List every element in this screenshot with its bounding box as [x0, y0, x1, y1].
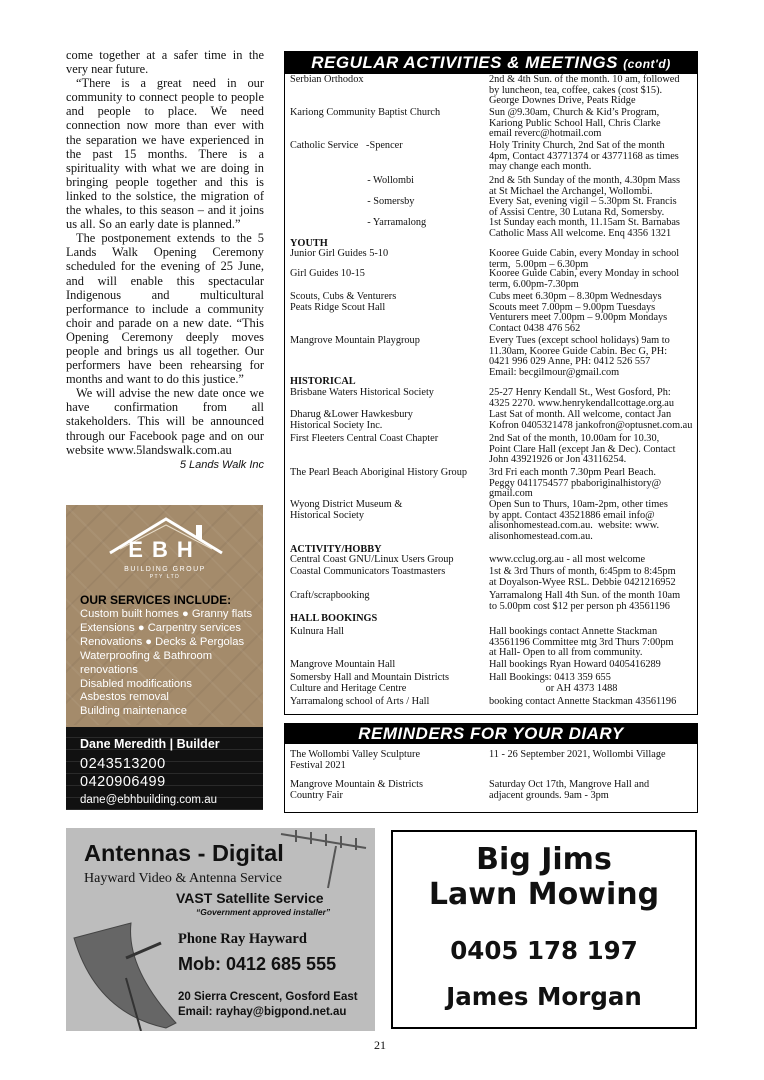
- activity-details: [489, 660, 695, 671]
- activity-name: [290, 673, 486, 694]
- activity-details-line: Email: becgilmour@gmail.com: [489, 366, 620, 378]
- activity-name-line: - Wollombi: [290, 175, 414, 186]
- activity-details: [489, 750, 695, 761]
- article-column: [66, 48, 264, 472]
- activity-details: [489, 780, 695, 801]
- activity-name-line: The Wollombi Valley Sculpture: [290, 749, 421, 760]
- activity-details-line: email reverc@hotmail.com: [489, 128, 602, 140]
- activity-details-line: 2nd Sat of the month, 10.00am for 10.30,: [489, 433, 660, 444]
- activity-details-line: Hall Bookings: 0413 359 655: [489, 672, 611, 683]
- activity-details-line: booking contact Annette Stackman 43561196: [489, 696, 677, 707]
- antennas-vast: VAST Satellite Service: [176, 890, 324, 906]
- activity-name-line: Yarramalong school of Arts / Hall: [290, 696, 430, 707]
- activity-details: [489, 673, 695, 694]
- activity-name: [290, 434, 486, 445]
- ebh-logo: EBH: [128, 537, 202, 562]
- activity-name-line: Kariong Community Baptist Church: [290, 107, 441, 118]
- activity-details-line: Hall bookings Ryan Howard 0405416289: [489, 659, 661, 670]
- activity-details-line: or AH 4373 1488: [489, 682, 618, 694]
- activity-details: [489, 75, 695, 107]
- ebh-phone: 0243513200: [80, 756, 166, 772]
- activity-name: [290, 500, 486, 521]
- activity-name-line: Kulnura Hall: [290, 626, 345, 637]
- activity-name-line: Dharug &Lower Hawkesbury: [290, 409, 413, 420]
- activity-details-line: 3rd Fri each month 7.30pm Pearl Beach.: [489, 467, 656, 478]
- activity-name-line: Coastal Communicators Toastmasters: [290, 566, 446, 577]
- activity-details-line: Kooree Guide Cabin, every Monday in school: [489, 268, 680, 279]
- activity-details-line: www.cclug.org.au - all most welcome: [489, 554, 646, 565]
- activity-details-line: Kooree Guide Cabin, every Monday in school: [489, 248, 680, 259]
- activity-name: [290, 697, 486, 708]
- activity-details-line: gmail.com: [489, 488, 533, 500]
- activity-details-line: Every Tues (except school holidays) 9am to: [489, 335, 670, 346]
- activity-details: [489, 218, 695, 239]
- activity-details-line: Scouts meet 7.00pm – 9.00pm Tuesdays: [489, 301, 656, 313]
- activity-details: [489, 388, 695, 409]
- activity-details-line: Every Sat, evening vigil – 5.30pm St. Francis: [489, 196, 677, 207]
- ebh-logo-subtitle: [110, 566, 220, 580]
- activity-name-line: First Fleeters Central Coast Chapter: [290, 433, 439, 444]
- article-paragraph: “There is a great need in our community to connect people to people and people to place. We need connection now more than ever with the separation we have experienced in the past 15 months. There is a spirituality with what we are doing in bringing people together and this is linked to the solstice, the migration of the whales, to this season – and it joins us all. So an early date is planned.”: [66, 76, 264, 232]
- big-jims-line1: Big Jims: [476, 842, 612, 877]
- antennas-title: Antennas - Digital: [84, 840, 284, 866]
- activity-details-line: may change each month.: [489, 161, 592, 173]
- activity-details-line: Contact 0438 476 562: [489, 322, 581, 334]
- activity-name: [290, 555, 486, 566]
- activity-details-line: 2nd & 4th Sun. of the month. 10 am, followed: [489, 74, 680, 85]
- activity-details-line: 11 - 26 September 2021, Wollombi Village: [489, 749, 666, 760]
- activity-name-line: Mangrove Mountain Hall: [290, 659, 396, 670]
- activity-details-line: Cubs meet 6.30pm – 8.30pm Wednesdays: [489, 291, 662, 302]
- list-item: Asbestos removal: [80, 691, 169, 704]
- reminders-box: [284, 723, 698, 813]
- activity-name-line: Festival 2021: [290, 759, 346, 771]
- list-item: renovations: [80, 663, 138, 676]
- big-jims-name: James Morgan: [446, 982, 642, 1011]
- activity-details: [489, 555, 695, 566]
- activity-name-line: Brisbane Waters Historical Society: [290, 387, 434, 398]
- activity-details: [489, 269, 695, 290]
- activity-name-line: Central Coast GNU/Linux Users Group: [290, 554, 454, 565]
- activity-details: [489, 336, 695, 378]
- activity-name: [290, 468, 486, 479]
- activity-details: [489, 468, 695, 500]
- activity-details-line: Point Clare Hall (except Jan & Dec). Contact: [489, 443, 676, 455]
- activity-details-line: adjacent grounds. 9am - 3pm: [489, 789, 609, 801]
- activity-name: [290, 292, 486, 313]
- article-paragraph: The postponement extends to the 5 Lands Walk Opening Ceremony scheduled for the evening of 25 June, and will enable this spectacular Indigenous and multicultural performance to include a community choir and parade on a new date. “This Opening Ceremony deeply moves people and brings us all together. Our performers have been rehearsing for months and want to do this justice.”: [66, 231, 264, 387]
- ebh-logo-sub-text: BUILDING GROUP: [124, 566, 206, 573]
- regular-activities-banner: [285, 52, 697, 74]
- activity-name-line: - Yarramalong: [290, 217, 427, 228]
- ebh-contact-name: Dane Meredith | Builder: [80, 737, 220, 751]
- article-paragraph: We will advise the new date once we have confirmation from all stakeholders. This will be announced through our Facebook page and on our website www.5landswalk.com.au: [66, 386, 264, 457]
- activity-details-line: Holy Trinity Church, 2nd Sat of the month: [489, 140, 665, 151]
- activity-details: [489, 500, 695, 542]
- ebh-mobile: 0420906499: [80, 774, 166, 790]
- section-heading-youth: YOUTH: [290, 238, 328, 249]
- activity-details-line: at Hall- Open to all from community.: [489, 647, 643, 659]
- activity-details-line: at Doyalson-Wyee RSL. Debbie 0421216952: [489, 576, 676, 588]
- list-item: Renovations ● Decks & Pergolas: [80, 635, 245, 648]
- activity-details-line: 1st & 3rd Thurs of month, 6:45pm to 8:45pm: [489, 566, 676, 577]
- activity-details: [489, 292, 695, 334]
- activity-details-line: John 43921926 or Jon 43116254.: [489, 454, 627, 466]
- activity-name-line: Catholic Service -Spencer: [290, 140, 403, 151]
- list-item: Disabled modifications: [80, 677, 192, 690]
- activity-name: [290, 591, 486, 602]
- activity-details-line: Yarramalong Hall 4th Sun. of the month 10am: [489, 590, 681, 601]
- activity-name-line: Scouts, Cubs & Venturers: [290, 291, 397, 302]
- list-item: Building maintenance: [80, 705, 187, 718]
- activity-name-line: Girl Guides 10-15: [290, 268, 365, 279]
- activity-name: [290, 780, 486, 801]
- activity-name-line: Peats Ridge Scout Hall: [290, 301, 386, 313]
- article-byline: 5 Lands Walk Inc: [179, 458, 264, 471]
- activity-details-line: Venturers meet 7.00pm – 9.00pm Mondays: [489, 312, 668, 324]
- big-jims-advert: [391, 830, 697, 1029]
- activity-name-line: Wyong District Museum &: [290, 499, 403, 510]
- activity-name: [290, 388, 486, 399]
- activity-details-line: Open Sun to Thurs, 10am-2pm, other times: [489, 499, 668, 510]
- activity-name-line: Junior Girl Guides 5-10: [290, 248, 389, 259]
- activity-details-line: term, 5.00pm – 6.30pm: [489, 258, 589, 270]
- activity-details-line: 43561196 Committee mtg 3rd Thurs 7:00pm: [489, 636, 674, 648]
- activity-details-line: 1st Sunday each month, 11.15am St. Barnabas: [489, 217, 680, 228]
- activity-name: [290, 75, 486, 86]
- activity-name: [290, 750, 486, 771]
- activity-name-line: Mangrove Mountain Playgroup: [290, 335, 420, 346]
- list-item: Extensions ● Carpentry services: [80, 621, 241, 634]
- activity-name: [290, 108, 486, 119]
- section-heading-historical: HISTORICAL: [290, 376, 356, 387]
- activity-details: [489, 197, 695, 218]
- activity-name-line: - Somersby: [290, 196, 415, 207]
- activity-details: [489, 249, 695, 270]
- ebh-logo-sub-pty: PTY LTD: [149, 574, 181, 580]
- article-paragraph: come together at a safer time in the very near future.: [66, 48, 264, 77]
- antennas-phone-label: Phone Ray Hayward: [178, 931, 307, 947]
- activity-name: [290, 249, 486, 260]
- activity-name-line: Serbian Orthodox: [290, 74, 364, 85]
- activity-details: [489, 176, 695, 197]
- activity-name-line: The Pearl Beach Aboriginal History Group: [290, 467, 468, 478]
- activity-name: [290, 627, 486, 638]
- activity-details-line: Sun @9.30am, Church & Kid’s Program,: [489, 107, 660, 118]
- page-number: 21: [374, 1038, 386, 1052]
- banner-suffix: (cont'd): [623, 57, 671, 71]
- activity-details-line: 25-27 Henry Kendall St., West Gosford, Ph:: [489, 387, 671, 398]
- activity-details-line: Peggy 0411754577 pbaboriginalhistory@: [489, 477, 662, 489]
- activity-details-line: of Assisi Centre, 30 Lutana Rd, Somersby.: [489, 206, 665, 218]
- antennas-subtitle: Hayward Video & Antenna Service: [84, 871, 282, 886]
- activity-details-line: Kofron 0405321478 jankofron@optusnet.com.au: [489, 419, 693, 431]
- section-heading-activity: ACTIVITY/HOBBY: [290, 544, 382, 555]
- activity-name-line: Country Fair: [290, 789, 343, 801]
- section-heading-hall: HALL BOOKINGS: [290, 613, 378, 624]
- activity-details: [489, 141, 695, 173]
- antennas-mobile: Mob: 0412 685 555: [178, 954, 337, 974]
- activity-name: [290, 660, 486, 671]
- big-jims-line2: Lawn Mowing: [428, 877, 660, 912]
- activity-details-line: term, 6.00pm-7.30pm: [489, 278, 579, 290]
- antennas-approved: “Government approved installer”: [196, 907, 331, 917]
- activity-name: [290, 410, 486, 431]
- activity-details-line: at St Michael the Archangel, Wollombi.: [489, 185, 653, 197]
- activity-details-line: Saturday Oct 17th, Mangrove Hall and: [489, 779, 650, 790]
- activity-name-line: Craft/scrapbooking: [290, 590, 370, 601]
- activity-details: [489, 697, 695, 708]
- antennas-email: Email: rayhay@bigpond.net.au: [178, 1006, 347, 1018]
- activity-details: [489, 410, 695, 431]
- activity-name-line: Historical Society Inc.: [290, 419, 383, 431]
- activity-name: [290, 176, 486, 187]
- ebh-services-list: [80, 608, 260, 719]
- ebh-services-title: OUR SERVICES INCLUDE:: [80, 593, 232, 607]
- activity-name: [290, 336, 486, 347]
- ebh-email: dane@ebhbuilding.com.au: [80, 794, 217, 806]
- activity-details-line: 4pm, Contact 43771374 or 43771168 as times: [489, 150, 679, 162]
- activity-name: [290, 141, 486, 152]
- activity-details-line: 11.30am, Kooree Guide Cabin. Bec G, PH:: [489, 345, 668, 357]
- activity-name-line: Mangrove Mountain & Districts: [290, 779, 423, 790]
- activity-details-line: by appt. Contact 43521886 email info@: [489, 509, 655, 521]
- activity-details: [489, 434, 695, 466]
- activity-details: [489, 627, 695, 659]
- activity-details-line: Hall bookings contact Annette Stackman: [489, 626, 658, 637]
- activity-details-line: 2nd & 5th Sunday of the month, 4.30pm Mass: [489, 175, 681, 186]
- activity-name: [290, 197, 486, 208]
- activity-details-line: George Downes Drive, Peats Ridge: [489, 95, 636, 107]
- reminders-banner: REMINDERS FOR YOUR DIARY: [285, 724, 697, 744]
- list-item: Custom built homes ● Granny flats: [80, 608, 253, 620]
- antennas-advert: [66, 828, 375, 1031]
- activity-details-line: 0421 996 029 Anne, PH: 0412 526 557: [489, 356, 651, 368]
- activity-details-line: to 5.00pm cost $12 per person ph 43561196: [489, 600, 670, 612]
- activity-details-line: 4325 2270. www.henrykendallcottage.org.au: [489, 397, 675, 409]
- activity-details: [489, 567, 695, 588]
- activity-name: [290, 269, 486, 280]
- antennas-address: 20 Sierra Crescent, Gosford East: [178, 991, 358, 1003]
- activity-details: [489, 108, 695, 140]
- activity-name: [290, 567, 486, 578]
- activity-details: [489, 591, 695, 612]
- activity-name-line: Historical Society: [290, 509, 365, 521]
- activity-details-line: Catholic Mass All welcome. Enq 4356 1321: [489, 227, 672, 239]
- activity-name: [290, 218, 486, 229]
- activity-details-line: alisonhomestead.com.au.: [489, 530, 593, 542]
- activity-name-line: Culture and Heritage Centre: [290, 682, 407, 694]
- banner-title: REGULAR ACTIVITIES & MEETINGS: [311, 53, 618, 72]
- activity-details-line: by luncheon, tea, coffee, cakes (cost $15).: [489, 84, 663, 96]
- big-jims-phone: 0405 178 197: [450, 936, 638, 965]
- activity-details-line: alisonhomestead.com.au. website: www.: [489, 520, 660, 532]
- list-item: Waterproofing & Bathroom: [80, 649, 213, 662]
- activity-details-line: Kariong Public School Hall, Chris Clarke: [489, 117, 661, 129]
- ebh-advert: [66, 505, 263, 810]
- activity-details-line: Last Sat of month. All welcome, contact Jan: [489, 409, 672, 420]
- activity-name-line: Somersby Hall and Mountain Districts: [290, 672, 450, 683]
- regular-activities-box: [284, 51, 698, 715]
